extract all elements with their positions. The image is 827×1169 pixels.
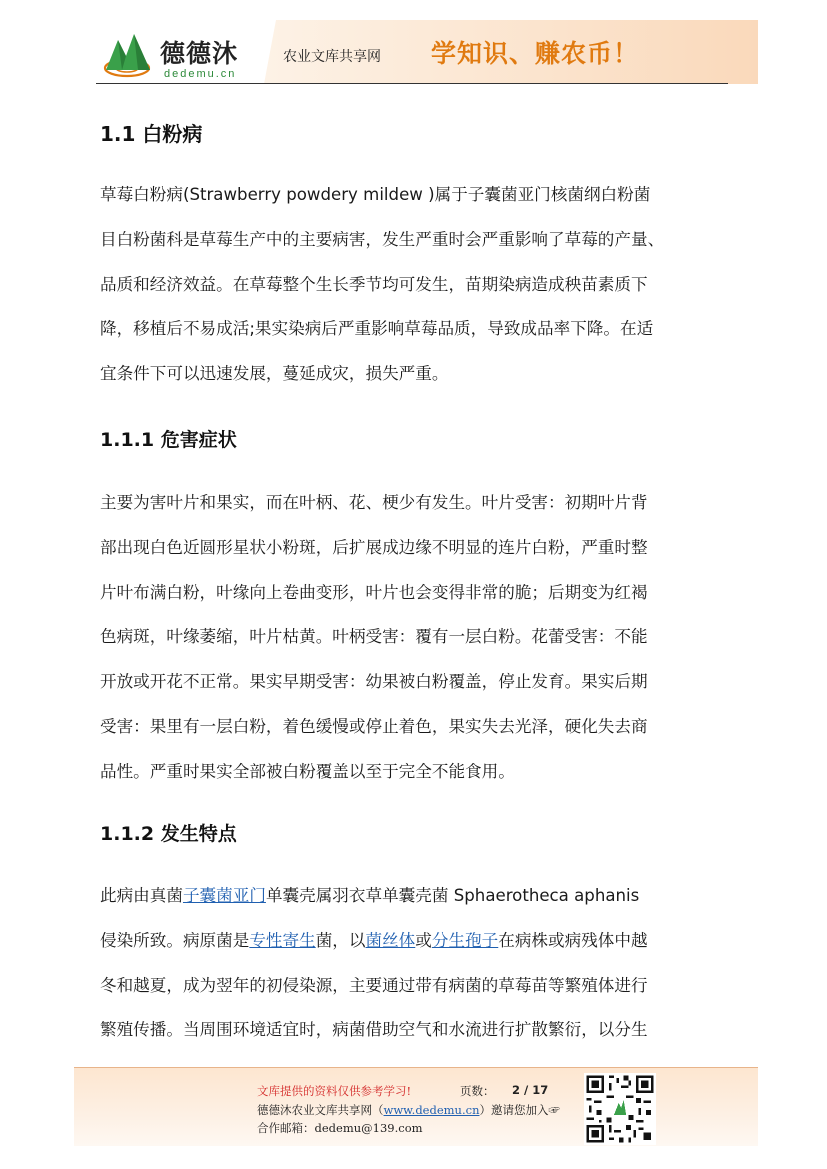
characteristics-paragraph: [100, 874, 730, 1053]
slogan: 学知识、赚农币！: [431, 39, 640, 68]
logo-url: dedemu.cn: [164, 68, 237, 80]
symptoms-paragraph: [100, 481, 730, 795]
link-mycelium[interactable]: 菌丝体: [365, 930, 416, 950]
link-conidia[interactable]: 分生孢子: [431, 930, 499, 950]
text-line: 色病斑，叶缘萎缩，叶片枯黄。叶柄受害：覆有一层白粉。花蕾受害：不能: [100, 627, 648, 647]
subsection-title-characteristics: 1.1.2 发生特点: [100, 823, 237, 845]
text-line: 品质和经济效益。在草莓整个生长季节均可发生，苗期染病造成秧苗素质下: [100, 274, 648, 294]
text-line: 受害：果里有一层白粉，着色缓慢或停止着色，果实失去光泽，硬化失去商: [100, 716, 648, 736]
text-line: 冬和越夏，成为翌年的初侵染源，主要通过带有病菌的草莓苗等繁殖体进行: [100, 975, 648, 995]
text-line: 宜条件下可以迅速发展，蔓延成灾，损失严重。: [100, 364, 449, 384]
page-count: 2 / 17: [512, 1083, 549, 1097]
text-line: 侵染所致。病原菌是专性寄生菌，以菌丝体或分生孢子在病株或病残体中越: [100, 930, 648, 950]
text-line: 片叶布满白粉，叶缘向上卷曲变形，叶片也会变得非常的脆；后期变为红褐: [100, 582, 648, 602]
text-line: 此病由真菌子囊菌亚门单囊壳属羽衣草单囊壳菌 Sphaerotheca aphanis: [100, 886, 640, 905]
page-header: [96, 16, 758, 86]
header-divider: [96, 83, 728, 84]
text-line: 开放或开花不正常。果实早期受害：幼果被白粉覆盖，停止发育。果实后期: [100, 672, 648, 692]
site-name: 农业文库共享网: [283, 49, 381, 65]
subsection-title-symptoms: 1.1.1 危害症状: [100, 429, 237, 451]
text-line: 目白粉菌科是草莓生产中的主要病害，发生严重时会严重影响了草莓的产量、: [100, 229, 665, 249]
footer-email: 合作邮箱：dedemu@139.com: [257, 1121, 423, 1135]
footer-invite: 德德沐农业文库共享网（www.dedemu.cn）邀请您加入☞: [257, 1103, 560, 1117]
footer-note: 文库提供的资料仅供参考学习!: [257, 1084, 412, 1098]
page-footer: [74, 1067, 758, 1146]
intro-paragraph: [100, 173, 730, 397]
link-ascomycota[interactable]: 子囊菌亚门: [182, 886, 266, 905]
text-line: 主要为害叶片和果实，而在叶柄、花、梗少有发生。叶片受害：初期叶片背: [100, 493, 648, 512]
link-obligate-parasite[interactable]: 专性寄生: [249, 930, 316, 950]
page-count-label: 页数：: [460, 1084, 495, 1098]
text-line: 部出现白色近圆形星状小粉斑，后扩展成边缘不明显的连片白粉，严重时整: [100, 537, 648, 557]
footer-site-link[interactable]: www.dedemu.cn: [383, 1103, 480, 1117]
text-line: 繁殖传播。当周围环境适宜时，病菌借助空气和水流进行扩散繁衍，以分生: [100, 1020, 648, 1040]
logo-text: 德德沐: [160, 39, 239, 68]
logo[interactable]: [100, 30, 260, 90]
text-line: 草莓白粉病(Strawberry powdery mildew )属于子囊菌亚门核菌纲白粉菌: [100, 185, 651, 204]
logo-mountain-icon: [100, 30, 158, 82]
section-title: 1.1 白粉病: [100, 122, 203, 146]
qr-code-icon[interactable]: [584, 1073, 656, 1145]
text-line: 降，移植后不易成活;果实染病后严重影响草莓品质，导致成品率下降。在适: [100, 319, 654, 339]
text-line: 品性。严重时果实全部被白粉覆盖以至于完全不能食用。: [100, 761, 515, 781]
